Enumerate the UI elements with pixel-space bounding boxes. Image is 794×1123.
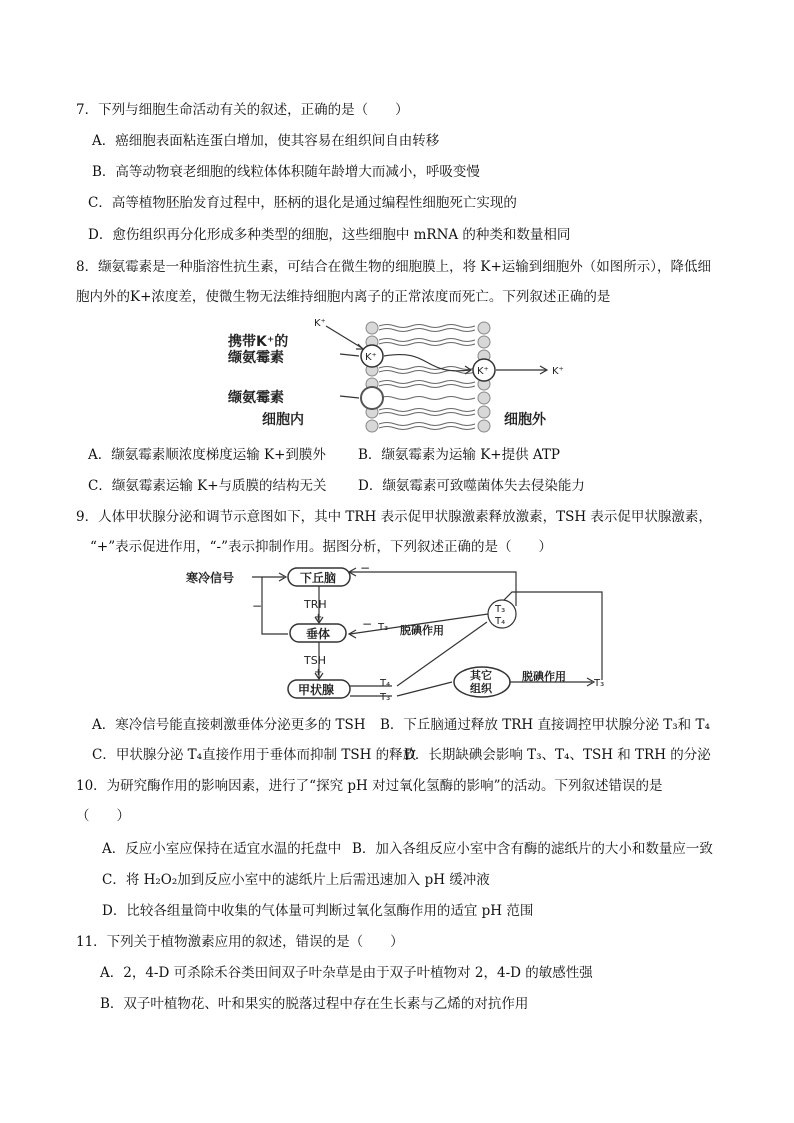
q9-option-b: B．下丘脑通过释放 TRH 直接调控甲状腺分泌 T₃和 T₄ bbox=[380, 717, 710, 733]
q8-option-d: D．缬氨霉素可致噬菌体失去侵染能力 bbox=[358, 478, 585, 494]
q8-option-c: C．缬氨霉素运输 K+与质膜的结构无关 bbox=[88, 478, 327, 494]
q9-option-a: A．寒冷信号能直接刺激垂体分泌更多的 TSH bbox=[92, 717, 366, 733]
t3-right-label: T₃ bbox=[594, 678, 605, 689]
plus-sign-1: + bbox=[314, 612, 323, 623]
q8-stem-line1: 8．缬氨霉素是一种脂溶性抗生素，可结合在微生物的细胞膜上，将 K+运输到细胞外（如图所示），降低细 bbox=[76, 259, 712, 275]
q8-membrane-figure bbox=[222, 318, 592, 436]
valino-pointer bbox=[340, 396, 359, 398]
inside-label: 细胞内 bbox=[262, 412, 304, 428]
cold-signal-label: 寒冷信号 bbox=[186, 571, 235, 585]
q9-stem-line2: “+”表示促进作用，“-”表示抑制作用。据图分析，下列叙述正确的是（ ） bbox=[90, 539, 552, 555]
deiodination-label-2: 脱碘作用 bbox=[522, 670, 566, 683]
q9-thyroid-figure bbox=[182, 562, 618, 704]
hypothalamus-label: 下丘脑 bbox=[300, 571, 337, 585]
plus-sign-2: + bbox=[314, 667, 323, 678]
carrier-k-outside-label: K⁺ bbox=[477, 366, 489, 377]
q10-option-c: C．将 H₂O₂加到反应小室中的滤纸片上后需迅速加入 pH 缓冲液 bbox=[102, 872, 490, 888]
q9-option-c: C．甲状腺分泌 T₄直接作用于垂体而抑制 TSH 的释放 bbox=[92, 747, 417, 763]
q9-stem-line1: 9．人体甲状腺分泌和调节示意图如下，其中 TRH 表示促甲状腺激素释放激素，TSH 表示促甲状腺激素， bbox=[76, 509, 712, 525]
membrane-left-layer bbox=[366, 322, 378, 432]
k-entry-arrow bbox=[326, 326, 362, 348]
tsh-label: TSH bbox=[304, 654, 326, 667]
q10-stem-line2: （ ） bbox=[76, 808, 130, 824]
deiodination-label-1: 脱碘作用 bbox=[400, 624, 444, 637]
other-tissue-label-2: 组织 bbox=[470, 682, 492, 695]
valinomycin-label: 缬氨霉素 bbox=[228, 390, 284, 406]
thyroid-label: 甲状腺 bbox=[298, 683, 335, 697]
minus-sign-3: − bbox=[362, 617, 373, 631]
carrier-label-2: 缬氨霉素 bbox=[228, 350, 284, 366]
carrier-k-label: K⁺ bbox=[365, 352, 377, 363]
outside-label: 细胞外 bbox=[504, 412, 546, 428]
t4-thyroid-label: T₄ bbox=[380, 678, 391, 689]
t3-node-label: T₃ bbox=[495, 604, 506, 615]
valinomycin-circle bbox=[361, 387, 383, 409]
q10-option-b: B．加入各组反应小室中含有酶的滤纸片的大小和数量应一致 bbox=[352, 841, 713, 857]
carrier-label-1: 携带K⁺的 bbox=[228, 334, 289, 350]
q7-option-b: B．高等动物衰老细胞的线粒体体积随年龄增大而减小，呼吸变慢 bbox=[92, 164, 480, 180]
q8-stem-line2: 胞内外的K+浓度差，使微生物无法维持细胞内离子的正常浓度而死亡。下列叙述正确的是 bbox=[76, 289, 611, 305]
q7-stem: 7．下列与细胞生命活动有关的叙述，正确的是（ ） bbox=[76, 102, 409, 118]
q7-option-a: A．癌细胞表面粘连蛋白增加，使其容易在组织间自由转移 bbox=[92, 133, 440, 149]
lipid-tails bbox=[379, 325, 475, 430]
minus-sign-2: − bbox=[252, 599, 263, 613]
q11-option-b: B．双子叶植物花、叶和果实的脱落过程中存在生长素与乙烯的对抗作用 bbox=[100, 996, 529, 1012]
q10-option-a: A．反应小室应保持在适宜水温的托盘中 bbox=[102, 841, 342, 857]
q10-stem-line1: 10．为研究酶作用的影响因素，进行了“探究 pH 对过氧化氢酶的影响”的活动。下列叙述错误的是 bbox=[76, 778, 663, 794]
pituitary-label: 垂体 bbox=[306, 627, 331, 641]
q7-option-c: C．高等植物胚胎发育过程中，胚柄的退化是通过编程性细胞死亡实现的 bbox=[88, 195, 517, 211]
t3-thyroid-label: T₃ bbox=[380, 692, 391, 703]
k-top-label: K⁺ bbox=[314, 318, 326, 329]
q7-option-d: D．愈伤组织再分化形成多种类型的细胞，这些细胞中 mRNA 的种类和数量相同 bbox=[88, 227, 571, 243]
minus-sign-1: − bbox=[360, 562, 371, 575]
trh-label: TRH bbox=[304, 598, 327, 611]
k-out-label: K⁺ bbox=[552, 366, 564, 377]
other-tissue-label-1: 其它 bbox=[470, 669, 492, 682]
carrier-pointer bbox=[340, 354, 359, 356]
q9-option-d: D．长期缺碘会影响 T₃、T₄、TSH 和 TRH 的分泌 bbox=[404, 747, 711, 763]
q10-option-d: D．比较各组量筒中收集的气体量可判断过氧化氢酶作用的适宜 pH 范围 bbox=[102, 903, 534, 919]
t3-pituitary-label: T₃ bbox=[378, 622, 389, 633]
q8-option-a: A．缬氨霉素顺浓度梯度运输 K+到膜外 bbox=[88, 447, 326, 463]
q11-stem: 11．下列关于植物激素应用的叙述，错误的是（ ） bbox=[76, 934, 404, 950]
q8-option-b: B．缬氨霉素为运输 K+提供 ATP bbox=[358, 447, 560, 463]
t4-node-label: T₄ bbox=[495, 616, 506, 627]
q11-option-a: A．2，4-D 可杀除禾谷类田间双子叶杂草是由于双子叶植物对 2，4-D 的敏感性强 bbox=[100, 965, 593, 981]
